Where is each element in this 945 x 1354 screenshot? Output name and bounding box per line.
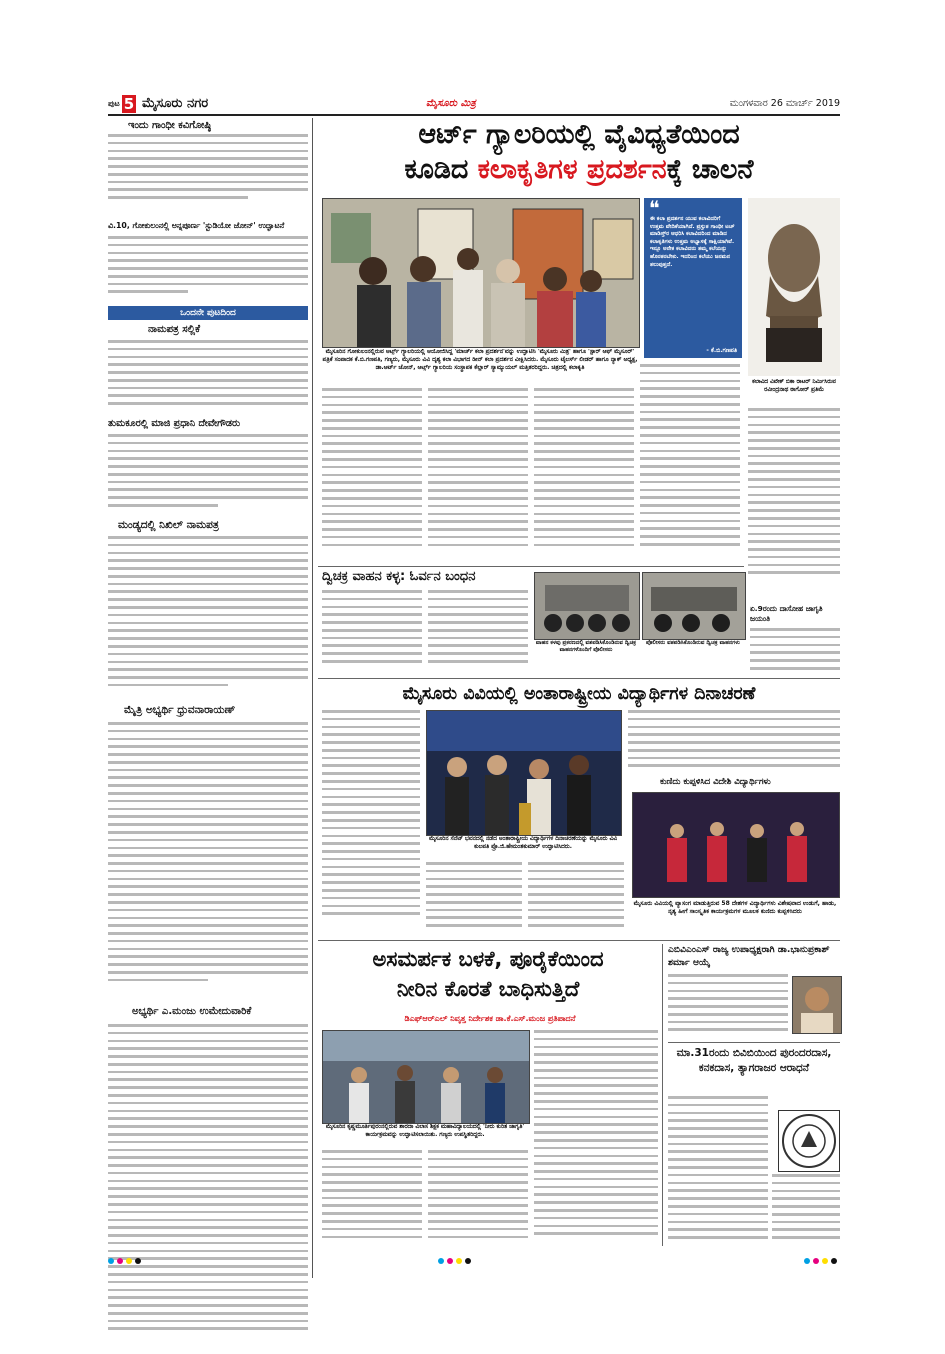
bvb-body: [668, 1096, 768, 1246]
vehicle-bottom-rule: [318, 678, 840, 679]
university-body-col3: [528, 862, 624, 936]
left-headline-7: ಅಭ್ಯರ್ಥಿ ಎ.ಮಂಜು ಉಮೇದುವಾರಿಕೆ: [132, 1006, 252, 1017]
water-event-image: [323, 1031, 529, 1123]
sharma-photo: [792, 976, 842, 1034]
water-headline: [318, 944, 658, 1010]
vehicle-photo-2: [642, 572, 746, 640]
bust-photo: [748, 198, 840, 376]
dance-heading: ಕುಣಿದು ಕುಪ್ಪಳಿಸಿದ ವಿದೇಶಿ ವಿದ್ಯಾರ್ಥಿಗಳು: [660, 776, 771, 786]
column-divider: [312, 118, 313, 1278]
left-headline-5: ಮಂಡ್ಯದಲ್ಲಿ ನಿಖಿಲ್ ನಾಮಪತ್ರ: [118, 519, 219, 531]
university-body-col1: [322, 710, 420, 936]
cmyk-dots-left: [108, 1249, 144, 1268]
lead-body-col4: [640, 364, 740, 564]
dance-photo: [632, 792, 840, 898]
water-photo-caption: ಮೈಸೂರಿನ ಕೃಷ್ಣಮೂರ್ತಿಪುರಂನಲ್ಲಿರುವ ಶಾರದಾ ವಿಲಾಸ ಶಿಕ್ಷಕ ಮಹಾವಿದ್ಯಾಲಯದಲ್ಲಿ 'ನೀರು ಕುರಿತ ಜಾಗೃತಿ' ಕಾರ್ಯಕ್ರಮವನ್ನು ಉದ್ಘಾಟಿಸಲಾಯಿತು. ಗಣ್ಯರು ಉಪಸ್ಥಿತರಿದ್ದರು.: [325, 1124, 525, 1138]
vehicle-caption-1: ವಾಹನ ಕಳವು ಪ್ರಕರಣದಲ್ಲಿ ವಶಪಡಿಸಿಕೊಂಡಿರುವ ದ್ವಿಚಕ್ರ ವಾಹನಗಳೊಂದಿಗೆ ಪೊಲೀಸರು: [535, 640, 637, 654]
university-body-col4: [628, 710, 840, 772]
abvms-bottom-rule: [668, 1042, 840, 1043]
left-article-7: [108, 1024, 308, 1354]
jayanti-body: [750, 628, 840, 676]
lead-body-col5: [748, 408, 840, 598]
bvb-body-2: [772, 1174, 840, 1246]
university-photo: [426, 710, 622, 836]
gallery-scene-image: [323, 199, 639, 347]
vehicle-headline: ದ್ವಿಚಕ್ರ ವಾಹನ ಕಳ್ಳ: ಓರ್ವನ ಬಂಧನ: [322, 569, 476, 584]
cmyk-dots-right: [804, 1249, 840, 1268]
bust-caption: ಕಲಾವಿದ ವಿವೇಕ್ ಬಿಕಾ ರಾಟರ್ ನಿರ್ಮಿಸಿರುವ ರವೀಂದ್ರನಾಥ ಠಾಗೋರ್ ಪ್ರತಿಮೆ: [752, 379, 836, 393]
quote-text: ಈ ಕಲಾ ಪ್ರದರ್ಶನ ಯುವ ಕಲಾವಿದರಿಗೆ ಉತ್ತಮ ವೇದಿಕೆಯಾಗಿದೆ. ಪ್ರಸ್ತುತ ಗಾಂಧೀ ಟಚ್ ಮಾಡಿಸ್ತ್‌ರ ಆಧರಿಸಿ ಕಲಾವಿದರಿಂದ ಮಾಡಿದ ಕಲಾಕೃತಿಗಳು ಉತ್ತಮ ಅಭ್ಯಾಸಕ್ಕೆ ಸಾಕ್ಷಿಯಾಗಿವೆ. ಇನ್ನೂ ಅನೇಕ ಕಲಾವಿದರು ತಮ್ಮ ಕಲೆಯನ್ನು ಹೊರತರಬೇಕು. ಇದರಿಂದ ಕಲೆಯು ಜನಮನ ತಲುಪುತ್ತದೆ.: [650, 216, 735, 268]
quote-box: [644, 198, 742, 358]
abvms-headline: ಎಬಿವಿಎಂಎಸ್ ರಾಜ್ಯ ಉಪಾಧ್ಯಕ್ಷರಾಗಿ ಡಾ.ಭಾನುಪ್ರಕಾಶ್ ಶರ್ಮಾ ಆಯ್ಕೆ: [668, 944, 830, 968]
senate-hall-image: [427, 711, 621, 835]
water-subheadline: ಡಿಎಫ್‌ಆರ್‌ಎಲ್‌ ನಿವೃತ್ತ ನಿರ್ದೇಶಕ ಡಾ.ಕೆ.ಎಸ್.ಮಂಜ ಪ್ರತಿಪಾದನೆ: [404, 1014, 576, 1023]
cmyk-dots-center: [438, 1249, 474, 1268]
university-body-col2: [426, 862, 522, 936]
vehicle-caption-2: ಪೊಲೀಸರು ವಶಪಡಿಸಿಕೊಂಡಿರುವ ದ್ವಿಚಕ್ರ ವಾಹನಗಳು: [646, 640, 740, 646]
page-number: 5: [123, 95, 135, 113]
left-article-1: [108, 134, 308, 218]
lead-photo-caption: ಮೈಸೂರಿನ ಗೋಕುಲಂನಲ್ಲಿರುವ ಆರ್ಟ್ಸ್ ಗ್ಯಾಲರಿಯಲ್ಲಿ ಆಯೋಜಿಸಿದ್ದ 'ಮಾರ್ಚ್ ಕಲಾ ಪ್ರದರ್ಶನ'ವನ್ನು ಉದ್ಘಾಟಿಸಿ 'ಮೈಸೂರು ಮಿತ್ರ' ಹಾಗೂ 'ಸ್ಟಾರ್ ಆಫ್ ಮೈಸೂರ್' ಪತ್ರಿಕೆ ಸಂಪಾದಕ ಕೆ.ಬಿ.ಗಣಪತಿ, ಗಣ್ಯರು, ಮೈಸೂರು ವಿವಿ ದೃಶ್ಯ ಕಲಾ ವಿಭಾಗದ ಡೀನ್ ಕಲಾ ಪ್ರದರ್ಶನ ವೀಕ್ಷಿಸಿದರು. ಮೈಸೂರು ಟೈಲರ್ಸ್ ಲೀಡರ್‌ ಹಾಗೂ ನ್ಯಾಕ್‌ ಅಧ್ಯಕ್ಷ, ಡಾ.ಆರ್ಟ್ ಜೋನ್, ಆರ್ಟ್ಸ್ ಗ್ಯಾಲರಿಯ ಸಂಸ್ಥಾಪಕ ಕೆಲ್ಲಾರ್ ಸ್ಯಾಮ್ಯುಯಲ್ ಮತ್ತಿತರರಿದ್ದರು. ಚಿತ್ರದಲ್ಲಿ ಕಲಾಕೃತಿ: [322, 349, 638, 371]
issue-date: ಮಂಗಳವಾರ 26 ಮಾರ್ಚ್ 2019: [729, 98, 840, 109]
lead-headline-line1: ಆರ್ಟ್ ಗ್ಯಾಲರಿಯಲ್ಲಿ ವೈವಿಧ್ಯತೆಯಿಂದ: [418, 119, 740, 150]
water-headline-line1: ಅಸಮರ್ಪಕ ಬಳಕೆ, ಪೂರೈಕೆಯಿಂದ: [372, 947, 604, 971]
emblem-icon: [779, 1111, 839, 1171]
university-headline: ಮೈಸೂರು ವಿವಿಯಲ್ಲಿ ಅಂತಾರಾಷ್ಟ್ರೀಯ ವಿದ್ಯಾರ್ಥಿಗಳ ದಿನಾಚರಣೆ: [402, 684, 756, 704]
vehicle-photo-1: [534, 572, 640, 640]
university-bottom-rule: [318, 940, 840, 941]
print-registration-marks: [108, 1249, 840, 1259]
quote-byline: - ಕೆ.ಬಿ.ಗಣಪತಿ: [706, 347, 737, 354]
bvb-emblem: [778, 1110, 840, 1172]
water-headline-line2: ನೀರಿನ ಕೊರತೆ ಬಾಧಿಸುತ್ತಿದೆ: [396, 977, 580, 1001]
left-article-3: [108, 340, 308, 414]
left-article-2: [108, 236, 308, 306]
left-headline-1: ಇಂದು ಗಾಂಧೀ ಕವಿಗೋಷ್ಠಿ: [128, 120, 212, 131]
masthead: [108, 97, 840, 113]
lead-body-col3: [534, 388, 634, 564]
vehicle-body-col2: [428, 590, 528, 674]
right-bottom-divider: [662, 944, 663, 1246]
left-headline-2: ವಿ.10, ಗೋಕುಲಂನಲ್ಲಿ ಅನ್ನಪೂರ್ಣ 'ಸ್ಟುಡಿಯೋ ಜೋನ್' ಉದ್ಘಾಟನೆ: [108, 221, 285, 230]
water-photo: [322, 1030, 530, 1124]
left-headline-3: ನಾಮಪತ್ರ ಸಲ್ಲಿಕೆ: [148, 324, 200, 335]
lead-headline-post: ಕ್ಕೆ ಚಾಲನೆ: [666, 154, 754, 185]
quote-mark-icon: ❝: [649, 196, 660, 220]
left-article-6: [108, 722, 308, 1002]
left-article-5: [108, 536, 308, 700]
masthead-rule: [108, 114, 840, 116]
left-banner: ಒಂದನೇ ಪುಟದಿಂದ: [108, 306, 308, 320]
lead-body-col2: [428, 388, 528, 564]
abvms-body: [668, 974, 788, 1040]
lead-headline-red: ಕಲಾಕೃತಿಗಳ ಪ್ರದರ್ಶನ: [477, 154, 667, 185]
lead-body-col1: [322, 388, 422, 564]
portrait-image: [793, 977, 841, 1033]
left-article-4: [108, 434, 308, 514]
lead-headline: [318, 118, 840, 194]
bikes-image: [535, 573, 639, 639]
page-label: ಪುಟ: [108, 99, 120, 108]
university-photo-caption: ಮೈಸೂರಿನ ಸೆನೆಟ್ ಭವನದಲ್ಲಿ ನಡೆದ ಅಂತಾರಾಷ್ಟ್ರೀಯ ವಿದ್ಯಾರ್ಥಿಗಳ ದಿನಾಚರಣೆಯನ್ನು ಮೈಸೂರು ವಿವಿ ಕುಲಪತಿ ಪ್ರೊ.ಜಿ.ಹೇಮಂತಕುಮಾರ್ ಉದ್ಘಾಟಿಸಿದರು.: [429, 836, 617, 850]
water-body-col3: [534, 1030, 658, 1246]
dance-caption: ಮೈಸೂರು ವಿವಿಯಲ್ಲಿ ವ್ಯಾಸಂಗ ಮಾಡುತ್ತಿರುವ 58 ದೇಶಗಳ ವಿದ್ಯಾರ್ಥಿಗಳು ವಿಶೇಷವಾದ ಉಡುಗೆ, ಹಾಡು, ನೃತ್ಯ ಹೀಗೆ ಸಾಂಸ್ಕೃತಿಕ ಕಾರ್ಯಕ್ರಮಗಳ ಮೂಲಕ ಕುಣಿದು ಕುಪ್ಪಳಿಸಿದರು: [633, 900, 837, 915]
vehicle-body-col1: [322, 590, 422, 674]
left-column: [108, 118, 308, 1278]
section-title: ಮೈಸೂರು ನಗರ: [142, 96, 209, 111]
left-headline-6: ಮೈತ್ರಿ ಅಭ್ಯರ್ಥಿ ಧ್ರುವನಾರಾಯಣ್: [124, 704, 236, 716]
dance-performance-image: [633, 793, 839, 897]
left-headline-4: ತುಮಕೂರಲ್ಲಿ ಮಾಜಿ ಪ್ರಧಾನಿ ದೇವೇಗೌಡರು: [108, 418, 241, 429]
water-body-col2: [428, 1150, 528, 1246]
lead-headline-pre: ಕೂಡಿದ: [404, 154, 478, 185]
seized-bikes-image: [643, 573, 745, 639]
bvb-headline: ಮಾ.31ರಂದು ಬಿವಿಬಿಯಿಂದ ಪುರಂದರದಾಸ, ಕನಕದಾಸ, ತ್ಯಾಗರಾಜರ ಆರಾಧನೆ: [676, 1047, 832, 1074]
bust-sculpture-image: [748, 198, 840, 376]
water-body-col1: [322, 1150, 422, 1246]
jayanti-headline: ಏ.9ರಂದು ದಾಸೋಹ ಜಾಗೃತಿ ಜಯಂತಿ: [750, 604, 823, 623]
lead-bottom-rule: [318, 566, 744, 567]
lead-photo: [322, 198, 640, 348]
paper-name: ಮೈಸೂರು ಮಿತ್ರ: [426, 98, 476, 109]
